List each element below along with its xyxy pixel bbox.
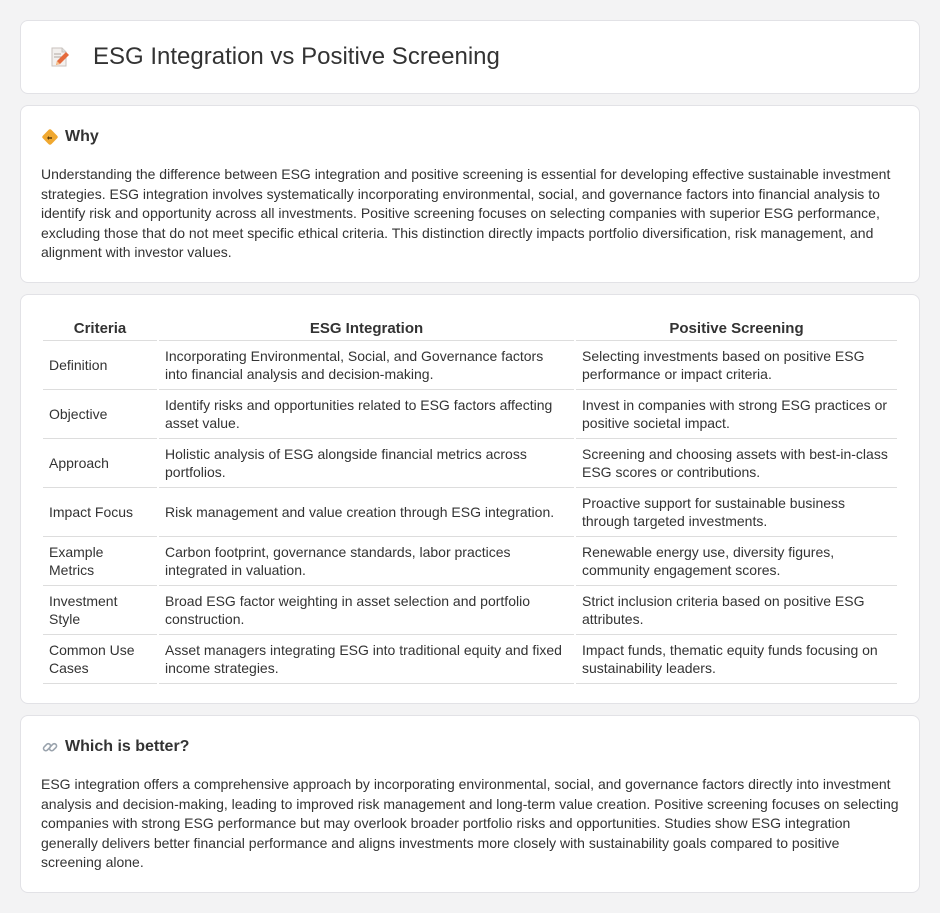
table-row	[43, 390, 897, 439]
criteria-cell: Impact Focus	[43, 488, 157, 537]
comparison-table	[41, 313, 899, 684]
esg-cell: Carbon footprint, governance standards, labor practices integrated in valuation.	[159, 537, 574, 586]
esg-cell: Broad ESG factor weighting in asset selection and portfolio construction.	[159, 586, 574, 635]
screening-cell: Proactive support for sustainable business through targeted investments.	[576, 488, 897, 537]
table-row	[43, 537, 897, 586]
screening-cell: Screening and choosing assets with best-in-class ESG scores or contributions.	[576, 439, 897, 488]
screening-cell: Strict inclusion criteria based on positive ESG attributes.	[576, 586, 897, 635]
screening-cell: Invest in companies with strong ESG practices or positive societal impact.	[576, 390, 897, 439]
criteria-cell: Approach	[43, 439, 157, 488]
comparison-card	[20, 294, 920, 704]
criteria-cell: Example Metrics	[43, 537, 157, 586]
why-header	[41, 128, 899, 146]
screening-cell: Impact funds, thematic equity funds focusing on sustainability leaders.	[576, 635, 897, 684]
screening-cell: Renewable energy use, diversity figures, community engagement scores.	[576, 537, 897, 586]
criteria-cell: Investment Style	[43, 586, 157, 635]
criteria-cell: Definition	[43, 341, 157, 390]
better-text: ESG integration offers a comprehensive approach by incorporating environmental, social, and governance factors directly into investment analysis and decision-making, leading to improved risk management and long-term value creation. Positive screening focuses on selecting companies with strong ESG performance but may overlook broader portfolio risks and opportunities. Studies show ESG integration generally delivers better financial performance and aligns investments more closely with sustainability goals compared to positive screening alone.	[41, 776, 899, 870]
directions-sign-icon	[41, 128, 59, 146]
table-row	[43, 586, 897, 635]
esg-cell: Risk management and value creation through ESG integration.	[159, 488, 574, 537]
why-text: Understanding the difference between ESG integration and positive screening is essential for developing effective sustainable investment strategies. ESG integration involves systematically incorporating environmental, social, and governance factors into financial analysis to identify risk and opportunity across all investments. Positive screening focuses on selecting companies with superior ESG performance, excluding those that do not meet specific ethical criteria. This distinction directly impacts portfolio diversification, risk management, and alignment with investor values.	[41, 166, 891, 260]
header-criteria: Criteria	[43, 313, 157, 341]
table-row	[43, 341, 897, 390]
esg-cell: Asset managers integrating ESG into traditional equity and fixed income strategies.	[159, 635, 574, 684]
criteria-cell: Common Use Cases	[43, 635, 157, 684]
better-header	[41, 738, 899, 756]
header-positive-screening: Positive Screening	[576, 313, 897, 341]
why-heading: Why	[65, 128, 99, 145]
document-pencil-icon	[47, 45, 71, 69]
screening-cell: Selecting investments based on positive ESG performance or impact criteria.	[576, 341, 897, 390]
title-card	[20, 20, 920, 94]
esg-cell: Holistic analysis of ESG alongside financial metrics across portfolios.	[159, 439, 574, 488]
better-heading: Which is better?	[65, 738, 190, 755]
table-row	[43, 439, 897, 488]
why-card	[20, 105, 920, 283]
page-title: ESG Integration vs Positive Screening	[93, 43, 500, 70]
header-esg-integration: ESG Integration	[159, 313, 574, 341]
table-header-row	[43, 313, 897, 341]
esg-cell: Identify risks and opportunities related to ESG factors affecting asset value.	[159, 390, 574, 439]
esg-cell: Incorporating Environmental, Social, and Governance factors into financial analysis and decision-making.	[159, 341, 574, 390]
link-icon	[41, 738, 59, 756]
better-card	[20, 715, 920, 893]
table-row	[43, 488, 897, 537]
criteria-cell: Objective	[43, 390, 157, 439]
table-row	[43, 635, 897, 684]
